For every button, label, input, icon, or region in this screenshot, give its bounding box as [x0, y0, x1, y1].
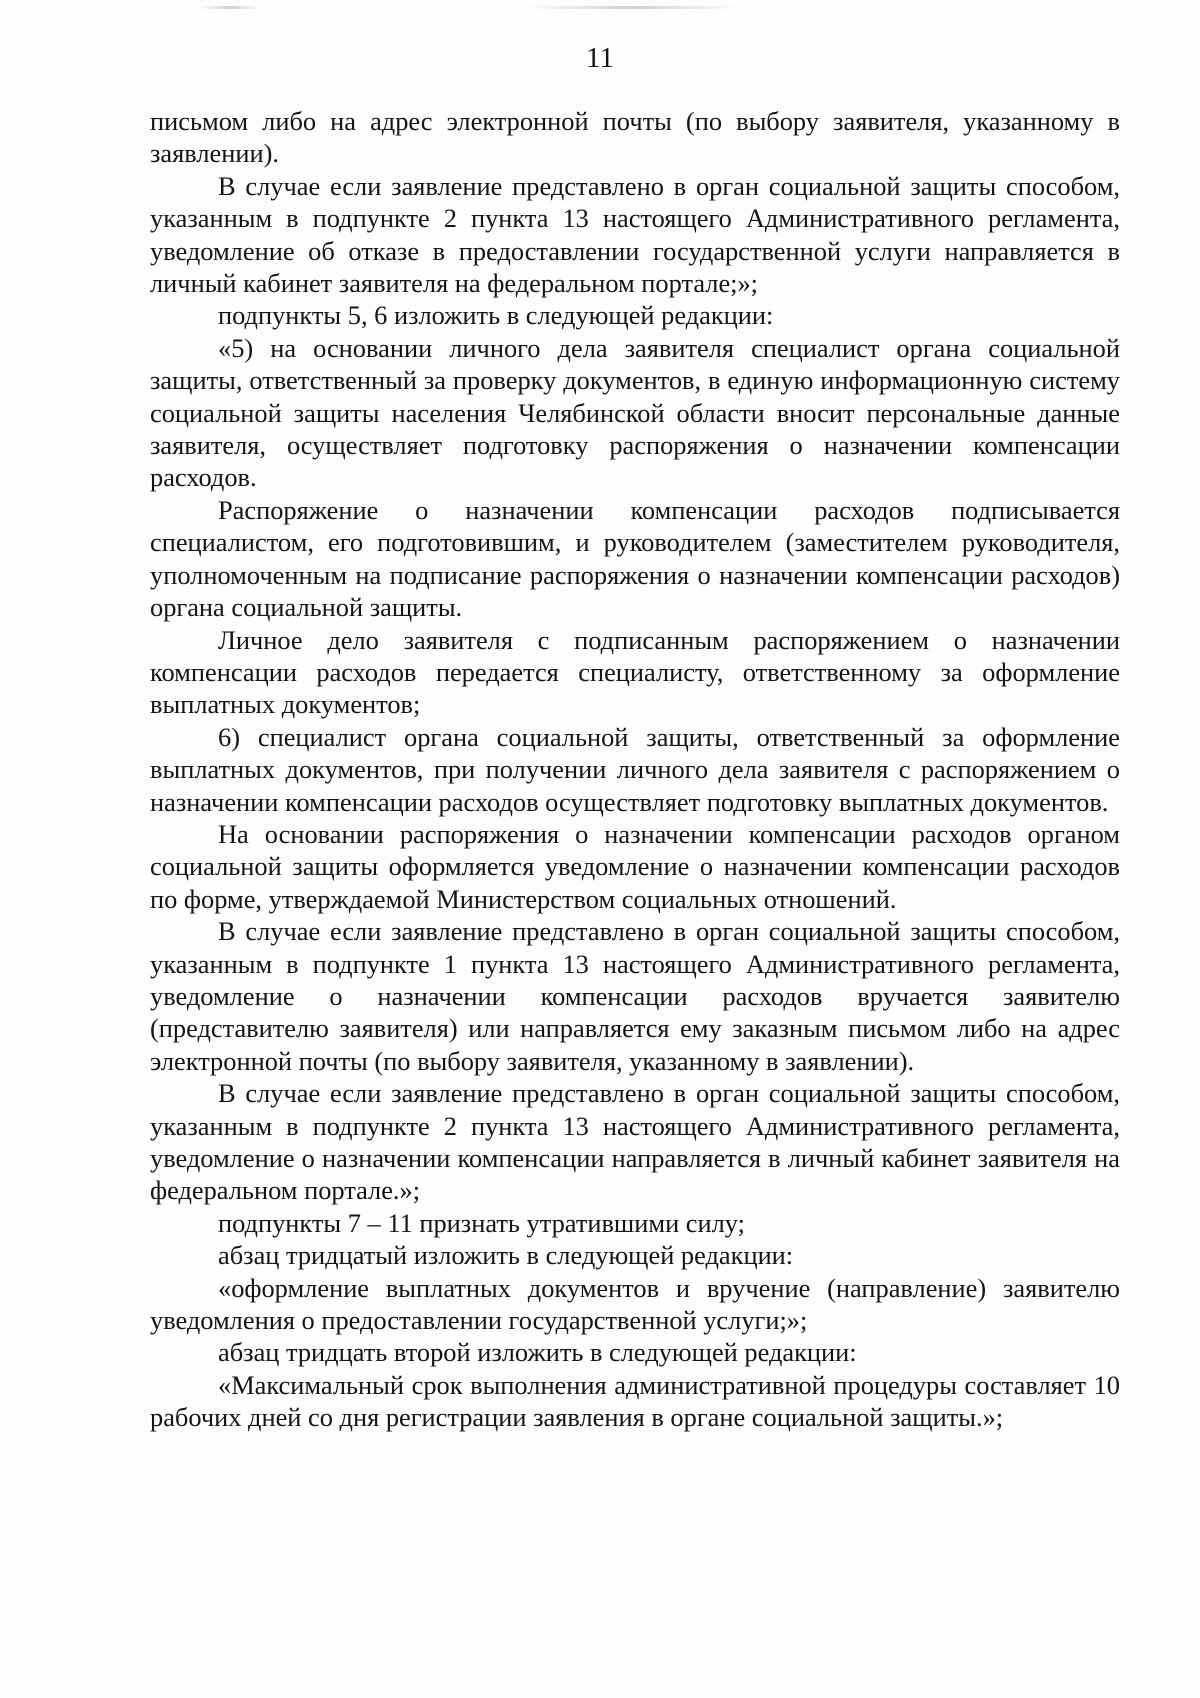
- paragraph: 6) специалист органа социальной защиты, ответственный за оформление выплатных документов, при получении личного дела заявителя с распоряжением о назначении компенсации расходов осуществляет подготовку выплатных документов.: [150, 721, 1120, 817]
- paragraph: На основании распоряжения о назначении компенсации расходов органом социальной защиты оформляется уведомление о назначении компенсации расходов по форме, утверждаемой Министерством социальных отношений.: [150, 818, 1120, 914]
- paragraph: подпункты 5, 6 изложить в следующей редакции:: [218, 300, 774, 331]
- paragraph: подпункты 7 – 11 признать утратившими силу;: [218, 1207, 745, 1238]
- paragraph: «5) на основании личного дела заявителя специалист органа социальной защиты, ответственный за проверку документов, в единую информационную систему социальной защиты населения Челябинской области вносит персональные данные заявителя, осуществляет подготовку распоряжения о назначении компенсации расходов.: [150, 332, 1120, 493]
- paragraph: В случае если заявление представлено в орган социальной защиты способом, указанным в подпункте 1 пункта 13 настоящего Административного регламента, уведомление о назначении компенсации расходов вручается заявителю (представителю заявителя) или направляется ему заказным письмом либо на адрес электронной почты (по выбору заявителя, указанному в заявлении).: [150, 916, 1120, 1076]
- paragraph: письмом либо на адрес электронной почты (по выбору заявителя, указанному в заявлении).: [150, 106, 1120, 169]
- document-body: [150, 105, 1120, 1434]
- scan-artifact: [525, 6, 740, 9]
- paragraph: «оформление выплатных документов и вручение (направление) заявителю уведомления о предоставлении государственной услуги;»;: [150, 1272, 1120, 1336]
- paragraph: В случае если заявление представлено в орган социальной защиты способом, указанным в подпункте 2 пункта 13 настоящего Административного регламента, уведомление об отказе в предоставлении государственной услуги направляется в личный кабинет заявителя на федеральном портале;»;: [150, 170, 1120, 299]
- page-number: 11: [586, 42, 614, 74]
- scan-artifact: [200, 6, 260, 9]
- paragraph: абзац тридцать второй изложить в следующей редакции:: [218, 1337, 857, 1368]
- paragraph: Личное дело заявителя с подписанным распоряжением о назначении компенсации расходов передается специалисту, ответственному за оформление выплатных документов;: [150, 624, 1120, 720]
- paragraph: В случае если заявление представлено в орган социальной защиты способом, указанным в подпункте 2 пункта 13 настоящего Административного регламента, уведомление о назначении компенсации направляется в личный кабинет заявителя на федеральном портале.»;: [150, 1078, 1120, 1206]
- paragraph: абзац тридцатый изложить в следующей редакции:: [218, 1240, 794, 1271]
- paragraph: Распоряжение о назначении компенсации расходов подписывается специалистом, его подготовившим, и руководителем (заместителем руководителя, уполномоченным на подписание распоряжения о назначении компенсации расходов) органа социальной защиты.: [150, 494, 1120, 623]
- paragraph: «Максимальный срок выполнения административной процедуры составляет 10 рабочих дней со дня регистрации заявления в органе социальной защиты.»;: [150, 1369, 1120, 1433]
